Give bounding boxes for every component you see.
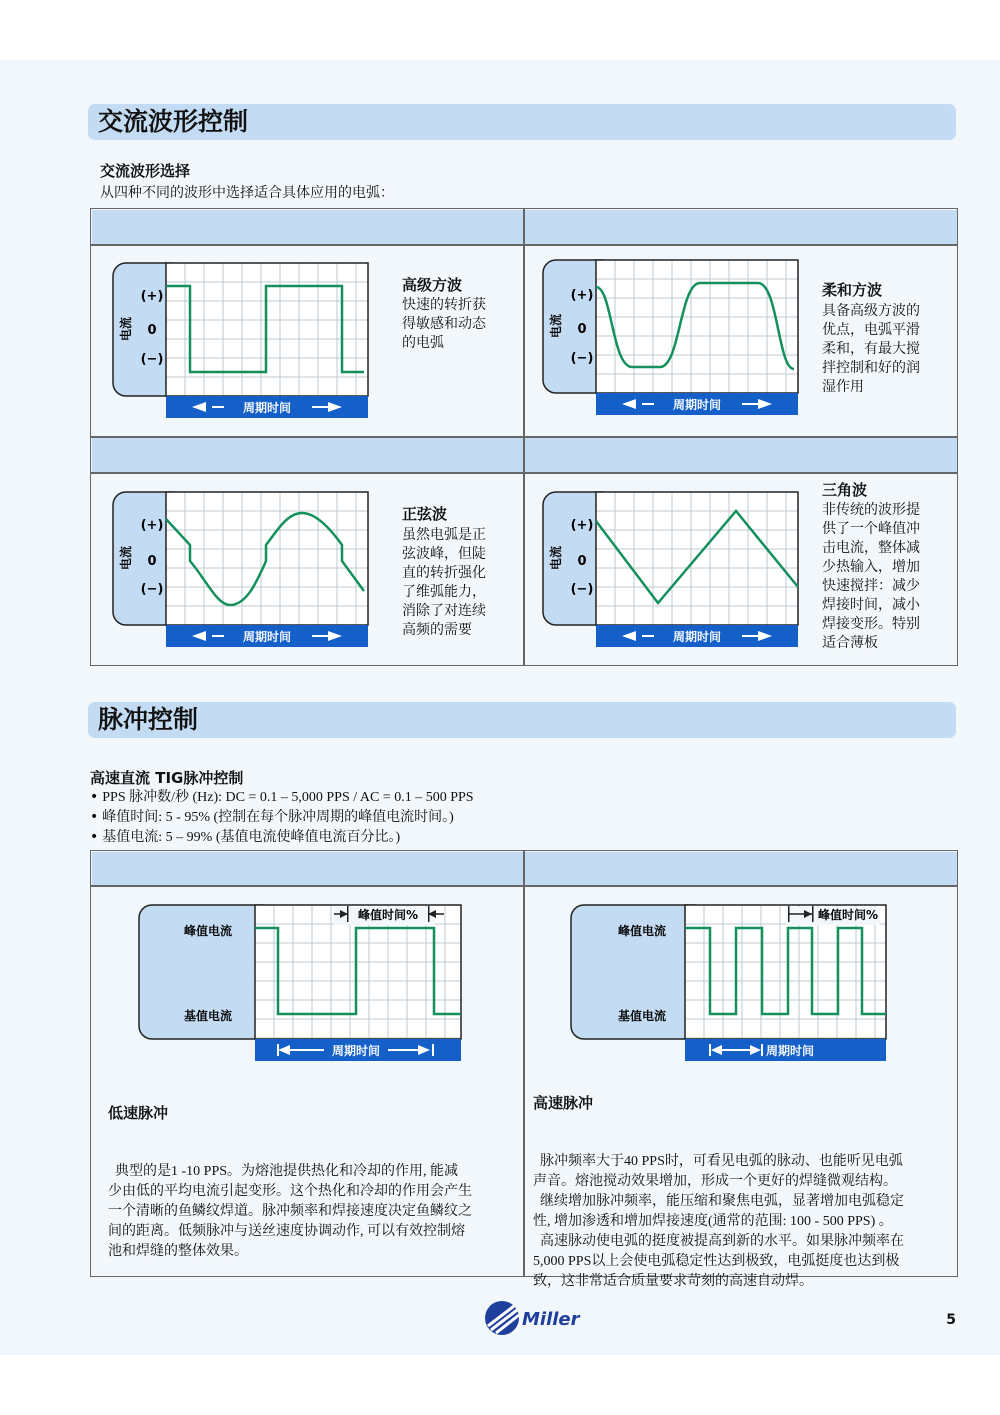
section-title-pulse-control: 脉冲控制 bbox=[88, 702, 956, 738]
peak-current-label: 峰值电流 bbox=[183, 924, 233, 938]
grid-divider bbox=[90, 436, 958, 438]
brand-name: Miller bbox=[522, 1309, 580, 1330]
period-label: 周期时间 bbox=[331, 1044, 381, 1058]
grid-divider bbox=[90, 885, 958, 887]
miller-logo bbox=[484, 1300, 584, 1336]
plus-label: (+) bbox=[140, 518, 164, 533]
grid-divider bbox=[523, 850, 525, 1277]
base-current-label: 基值电流 bbox=[183, 1009, 233, 1023]
cell-header bbox=[92, 852, 523, 886]
cell-header bbox=[525, 438, 957, 474]
current-label: 电流 bbox=[549, 313, 563, 339]
subtitle-pulse: 高速直流 TIG脉冲控制 bbox=[90, 769, 244, 787]
subtitle-ac-waveform-selection: 交流波形选择 bbox=[100, 162, 191, 180]
waveform-desc: 快速的转折获 得敏感和动态 的电弧 bbox=[402, 297, 486, 351]
minus-label: (−) bbox=[140, 352, 164, 367]
bullet-item: • 峰值时间: 5 - 95% (控制在每个脉冲周期的峰值电流时间。) bbox=[90, 809, 454, 825]
section-title-ac-waveform: 交流波形控制 bbox=[88, 104, 956, 140]
pulse-low-title: 低速脉冲 bbox=[108, 1104, 169, 1122]
chart-gridlines bbox=[255, 905, 461, 1039]
peak-current-label: 峰值电流 bbox=[617, 924, 667, 938]
zero-label: 0 bbox=[147, 554, 157, 569]
cell-header bbox=[92, 210, 523, 246]
zero-label: 0 bbox=[577, 322, 587, 337]
minus-label: (−) bbox=[140, 582, 164, 597]
waveform-title: 高级方波 bbox=[402, 276, 463, 294]
chart-triangle-wave bbox=[542, 491, 800, 651]
plus-label: (+) bbox=[570, 518, 594, 533]
waveform-desc: 非传统的波形提 供了一个峰值冲 击电流，整体减 少热输入，增加 快速搅拌：减少 焊接时间，减小 焊接变形。特别 适合薄板 bbox=[822, 502, 920, 651]
pulse-high-desc: 脉冲频率大于40 PPS时，可看见电弧的脉动、也能听见电弧 声音。熔池搅动效果增加，形成一个更好的焊缝微观结构。 继续增加脉冲频率，能压缩和聚焦电弧，显著增加电弧稳定 性, 增加渗透和增加焊接速度(通常的范围: 100 - 500 PPS) 。 高速脉动使电弧的挺度被提高到新的水平。如果脉冲频率在 5,000 PPS以上会使电弧稳定性达到极致，电弧挺度也达到极 致，这非常适合质量要求苛刻的高速自动焊。 bbox=[533, 1154, 904, 1289]
grid-divider bbox=[90, 244, 958, 246]
period-label: 周期时间 bbox=[765, 1044, 815, 1058]
plus-label: (+) bbox=[140, 289, 164, 304]
cell-header bbox=[525, 852, 957, 886]
current-label: 电流 bbox=[119, 545, 133, 571]
period-label: 周期时间 bbox=[672, 398, 722, 412]
plus-label: (+) bbox=[570, 288, 594, 303]
chart-gridlines bbox=[596, 260, 798, 393]
waveform-title: 三角波 bbox=[822, 481, 868, 499]
bullet-item: • PPS 脉冲数/秒 (Hz): DC = 0.1 – 5,000 PPS / AC = 0.1 – 500 PPS bbox=[90, 789, 474, 805]
base-current-label: 基值电流 bbox=[617, 1009, 667, 1023]
zero-label: 0 bbox=[147, 323, 157, 338]
peak-time-label: 峰值时间% bbox=[817, 908, 879, 922]
period-label: 周期时间 bbox=[672, 630, 722, 644]
page-number: 5 bbox=[946, 1312, 956, 1328]
peak-time-label: 峰值时间% bbox=[357, 908, 419, 922]
intro-text: 从四种不同的波形中选择适合具体应用的电弧： bbox=[100, 186, 394, 201]
minus-label: (−) bbox=[570, 351, 594, 366]
minus-label: (−) bbox=[570, 582, 594, 597]
current-label: 电流 bbox=[119, 316, 133, 342]
chart-advanced-square-wave bbox=[112, 262, 370, 422]
cell-header bbox=[525, 210, 957, 246]
chart-gridlines bbox=[685, 905, 886, 1039]
grid-divider bbox=[90, 472, 958, 474]
chart-soft-square-wave bbox=[542, 259, 800, 419]
waveform-desc: 具备高级方波的 优点，电弧平滑 柔和，有最大搅 拌控制和好的润 湿作用 bbox=[822, 303, 920, 395]
zero-label: 0 bbox=[577, 554, 587, 569]
current-label: 电流 bbox=[549, 545, 563, 571]
chart-low-speed-pulse bbox=[138, 904, 464, 1064]
chart-sine-wave bbox=[112, 491, 370, 651]
period-label: 周期时间 bbox=[242, 401, 292, 415]
waveform-title: 柔和方波 bbox=[822, 281, 883, 299]
waveform-title: 正弦波 bbox=[402, 505, 448, 523]
pulse-high-title: 高速脉冲 bbox=[533, 1094, 594, 1112]
cell-header bbox=[92, 438, 523, 474]
waveform-desc: 虽然电弧是正 弦波峰，但陡 直的转折强化 了维弧能力， 消除了对连续 高频的需要 bbox=[402, 527, 486, 638]
bullet-item: • 基值电流: 5 – 99% (基值电流使峰值电流百分比。) bbox=[90, 829, 401, 845]
pulse-low-desc: 典型的是1 -10 PPS。为熔池提供热化和冷却的作用, 能减 少由低的平均电流引起变形。这个热化和冷却的作用会产生 一个清晰的鱼鳞纹焊道。脉冲频率和焊接速度决定鱼鳞纹之 间的距离。低频脉冲与送丝速度协调动作, 可以有效控制熔 池和焊缝的整体效果。 bbox=[108, 1164, 472, 1259]
chart-high-speed-pulse bbox=[570, 904, 896, 1064]
period-label: 周期时间 bbox=[242, 630, 292, 644]
